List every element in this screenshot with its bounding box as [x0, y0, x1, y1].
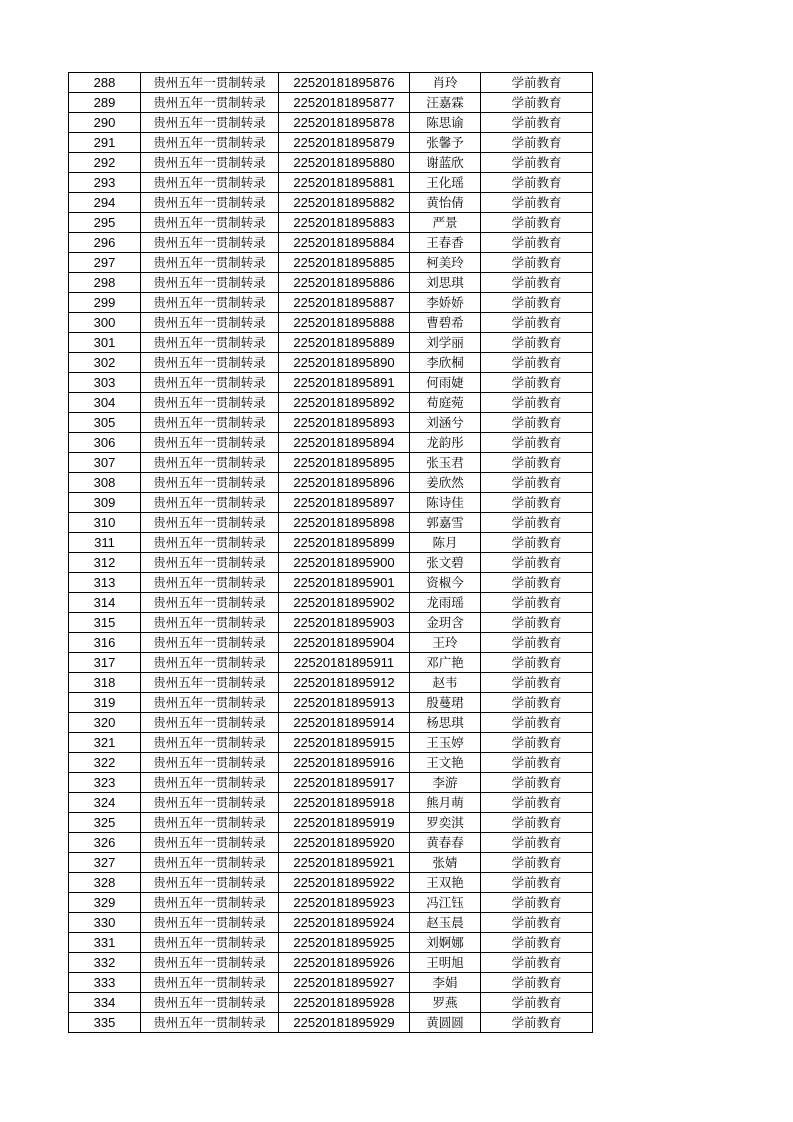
admission-source-cell: 贵州五年一贯制转录: [141, 773, 279, 793]
table-row: [69, 233, 593, 253]
row-number-cell: 295: [69, 213, 141, 233]
admission-source-cell: 贵州五年一贯制转录: [141, 433, 279, 453]
major-cell: 学前教育: [481, 713, 593, 733]
student-name-cell: 陈诗佳: [410, 493, 481, 513]
exam-id-cell: 22520181895928: [279, 993, 410, 1013]
table-row: [69, 753, 593, 773]
student-name-cell: 罗奕淇: [410, 813, 481, 833]
exam-id-cell: 22520181895912: [279, 673, 410, 693]
exam-id-cell: 22520181895883: [279, 213, 410, 233]
major-cell: 学前教育: [481, 833, 593, 853]
row-number-cell: 293: [69, 173, 141, 193]
major-cell: 学前教育: [481, 353, 593, 373]
roster-body: [69, 73, 593, 1033]
major-cell: 学前教育: [481, 853, 593, 873]
row-number-cell: 325: [69, 813, 141, 833]
table-row: [69, 693, 593, 713]
admission-source-cell: 贵州五年一贯制转录: [141, 813, 279, 833]
row-number-cell: 326: [69, 833, 141, 853]
admission-source-cell: 贵州五年一贯制转录: [141, 1013, 279, 1033]
admission-source-cell: 贵州五年一贯制转录: [141, 893, 279, 913]
major-cell: 学前教育: [481, 913, 593, 933]
table-row: [69, 993, 593, 1013]
student-name-cell: 李游: [410, 773, 481, 793]
row-number-cell: 290: [69, 113, 141, 133]
exam-id-cell: 22520181895924: [279, 913, 410, 933]
row-number-cell: 335: [69, 1013, 141, 1033]
table-row: [69, 293, 593, 313]
exam-id-cell: 22520181895920: [279, 833, 410, 853]
admission-source-cell: 贵州五年一贯制转录: [141, 193, 279, 213]
table-row: [69, 73, 593, 93]
table-row: [69, 133, 593, 153]
student-name-cell: 黄春春: [410, 833, 481, 853]
table-row: [69, 313, 593, 333]
student-name-cell: 郭嘉雪: [410, 513, 481, 533]
row-number-cell: 294: [69, 193, 141, 213]
exam-id-cell: 22520181895893: [279, 413, 410, 433]
row-number-cell: 334: [69, 993, 141, 1013]
table-row: [69, 773, 593, 793]
major-cell: 学前教育: [481, 673, 593, 693]
admission-source-cell: 贵州五年一贯制转录: [141, 173, 279, 193]
admission-source-cell: 贵州五年一贯制转录: [141, 873, 279, 893]
student-name-cell: 陈思谕: [410, 113, 481, 133]
row-number-cell: 316: [69, 633, 141, 653]
table-row: [69, 353, 593, 373]
student-name-cell: 黄圆圆: [410, 1013, 481, 1033]
row-number-cell: 307: [69, 453, 141, 473]
table-row: [69, 853, 593, 873]
table-row: [69, 473, 593, 493]
table-row: [69, 833, 593, 853]
exam-id-cell: 22520181895881: [279, 173, 410, 193]
row-number-cell: 309: [69, 493, 141, 513]
student-name-cell: 张玉君: [410, 453, 481, 473]
admission-source-cell: 贵州五年一贯制转录: [141, 653, 279, 673]
student-name-cell: 陈月: [410, 533, 481, 553]
major-cell: 学前教育: [481, 793, 593, 813]
major-cell: 学前教育: [481, 753, 593, 773]
exam-id-cell: 22520181895877: [279, 93, 410, 113]
row-number-cell: 323: [69, 773, 141, 793]
major-cell: 学前教育: [481, 113, 593, 133]
table-row: [69, 973, 593, 993]
major-cell: 学前教育: [481, 213, 593, 233]
exam-id-cell: 22520181895876: [279, 73, 410, 93]
admission-source-cell: 贵州五年一贯制转录: [141, 713, 279, 733]
row-number-cell: 303: [69, 373, 141, 393]
table-row: [69, 93, 593, 113]
exam-id-cell: 22520181895879: [279, 133, 410, 153]
row-number-cell: 318: [69, 673, 141, 693]
row-number-cell: 311: [69, 533, 141, 553]
admission-source-cell: 贵州五年一贯制转录: [141, 213, 279, 233]
major-cell: 学前教育: [481, 313, 593, 333]
admission-source-cell: 贵州五年一贯制转录: [141, 953, 279, 973]
student-name-cell: 冯江钰: [410, 893, 481, 913]
row-number-cell: 299: [69, 293, 141, 313]
exam-id-cell: 22520181895882: [279, 193, 410, 213]
table-row: [69, 253, 593, 273]
table-row: [69, 393, 593, 413]
student-name-cell: 张馨予: [410, 133, 481, 153]
major-cell: 学前教育: [481, 1013, 593, 1033]
table-row: [69, 553, 593, 573]
major-cell: 学前教育: [481, 633, 593, 653]
student-name-cell: 何雨婕: [410, 373, 481, 393]
table-row: [69, 813, 593, 833]
admission-source-cell: 贵州五年一贯制转录: [141, 673, 279, 693]
admission-source-cell: 贵州五年一贯制转录: [141, 353, 279, 373]
table-row: [69, 433, 593, 453]
admission-source-cell: 贵州五年一贯制转录: [141, 273, 279, 293]
major-cell: 学前教育: [481, 873, 593, 893]
student-name-cell: 刘婀娜: [410, 933, 481, 953]
student-name-cell: 王玉婷: [410, 733, 481, 753]
exam-id-cell: 22520181895886: [279, 273, 410, 293]
admission-source-cell: 贵州五年一贯制转录: [141, 73, 279, 93]
row-number-cell: 305: [69, 413, 141, 433]
student-name-cell: 李欣桐: [410, 353, 481, 373]
student-name-cell: 刘学丽: [410, 333, 481, 353]
row-number-cell: 296: [69, 233, 141, 253]
exam-id-cell: 22520181895921: [279, 853, 410, 873]
admission-source-cell: 贵州五年一贯制转录: [141, 533, 279, 553]
student-name-cell: 黄怡倩: [410, 193, 481, 213]
table-row: [69, 273, 593, 293]
exam-id-cell: 22520181895889: [279, 333, 410, 353]
major-cell: 学前教育: [481, 453, 593, 473]
major-cell: 学前教育: [481, 233, 593, 253]
exam-id-cell: 22520181895923: [279, 893, 410, 913]
major-cell: 学前教育: [481, 973, 593, 993]
row-number-cell: 302: [69, 353, 141, 373]
table-row: [69, 913, 593, 933]
row-number-cell: 301: [69, 333, 141, 353]
student-name-cell: 姜欣然: [410, 473, 481, 493]
exam-id-cell: 22520181895880: [279, 153, 410, 173]
row-number-cell: 333: [69, 973, 141, 993]
student-name-cell: 王明旭: [410, 953, 481, 973]
row-number-cell: 320: [69, 713, 141, 733]
exam-id-cell: 22520181895900: [279, 553, 410, 573]
table-row: [69, 173, 593, 193]
major-cell: 学前教育: [481, 993, 593, 1013]
table-row: [69, 213, 593, 233]
exam-id-cell: 22520181895894: [279, 433, 410, 453]
exam-id-cell: 22520181895927: [279, 973, 410, 993]
student-name-cell: 王文艳: [410, 753, 481, 773]
student-name-cell: 熊月萌: [410, 793, 481, 813]
table-row: [69, 633, 593, 653]
row-number-cell: 297: [69, 253, 141, 273]
table-row: [69, 453, 593, 473]
exam-id-cell: 22520181895901: [279, 573, 410, 593]
exam-id-cell: 22520181895917: [279, 773, 410, 793]
student-name-cell: 肖玲: [410, 73, 481, 93]
exam-id-cell: 22520181895916: [279, 753, 410, 773]
admission-source-cell: 贵州五年一贯制转录: [141, 393, 279, 413]
admission-source-cell: 贵州五年一贯制转录: [141, 333, 279, 353]
major-cell: 学前教育: [481, 513, 593, 533]
student-name-cell: 谢蓝欣: [410, 153, 481, 173]
row-number-cell: 322: [69, 753, 141, 773]
table-row: [69, 793, 593, 813]
admission-source-cell: 贵州五年一贯制转录: [141, 613, 279, 633]
student-name-cell: 龙韵彤: [410, 433, 481, 453]
row-number-cell: 315: [69, 613, 141, 633]
major-cell: 学前教育: [481, 933, 593, 953]
major-cell: 学前教育: [481, 413, 593, 433]
student-name-cell: 柯美玲: [410, 253, 481, 273]
exam-id-cell: 22520181895897: [279, 493, 410, 513]
exam-id-cell: 22520181895899: [279, 533, 410, 553]
exam-id-cell: 22520181895903: [279, 613, 410, 633]
row-number-cell: 327: [69, 853, 141, 873]
major-cell: 学前教育: [481, 373, 593, 393]
table-row: [69, 713, 593, 733]
row-number-cell: 310: [69, 513, 141, 533]
row-number-cell: 292: [69, 153, 141, 173]
admission-source-cell: 贵州五年一贯制转录: [141, 833, 279, 853]
table-row: [69, 373, 593, 393]
admission-source-cell: 贵州五年一贯制转录: [141, 113, 279, 133]
exam-id-cell: 22520181895918: [279, 793, 410, 813]
student-name-cell: 严景: [410, 213, 481, 233]
admission-source-cell: 贵州五年一贯制转录: [141, 633, 279, 653]
exam-id-cell: 22520181895895: [279, 453, 410, 473]
exam-id-cell: 22520181895904: [279, 633, 410, 653]
student-name-cell: 邓广艳: [410, 653, 481, 673]
exam-id-cell: 22520181895911: [279, 653, 410, 673]
exam-id-cell: 22520181895878: [279, 113, 410, 133]
student-name-cell: 曹碧希: [410, 313, 481, 333]
major-cell: 学前教育: [481, 153, 593, 173]
exam-id-cell: 22520181895925: [279, 933, 410, 953]
table-row: [69, 733, 593, 753]
exam-id-cell: 22520181895888: [279, 313, 410, 333]
admission-source-cell: 贵州五年一贯制转录: [141, 593, 279, 613]
student-name-cell: 张婧: [410, 853, 481, 873]
student-name-cell: 李娟: [410, 973, 481, 993]
exam-id-cell: 22520181895915: [279, 733, 410, 753]
admission-source-cell: 贵州五年一贯制转录: [141, 853, 279, 873]
row-number-cell: 329: [69, 893, 141, 913]
admission-source-cell: 贵州五年一贯制转录: [141, 733, 279, 753]
table-row: [69, 893, 593, 913]
major-cell: 学前教育: [481, 133, 593, 153]
student-roster-table: [68, 72, 593, 1033]
student-name-cell: 荀庭菀: [410, 393, 481, 413]
admission-source-cell: 贵州五年一贯制转录: [141, 913, 279, 933]
row-number-cell: 288: [69, 73, 141, 93]
major-cell: 学前教育: [481, 533, 593, 553]
admission-source-cell: 贵州五年一贯制转录: [141, 553, 279, 573]
row-number-cell: 298: [69, 273, 141, 293]
row-number-cell: 300: [69, 313, 141, 333]
major-cell: 学前教育: [481, 693, 593, 713]
major-cell: 学前教育: [481, 613, 593, 633]
table-row: [69, 593, 593, 613]
admission-source-cell: 贵州五年一贯制转录: [141, 473, 279, 493]
table-row: [69, 673, 593, 693]
major-cell: 学前教育: [481, 333, 593, 353]
table-row: [69, 933, 593, 953]
row-number-cell: 304: [69, 393, 141, 413]
admission-source-cell: 贵州五年一贯制转录: [141, 573, 279, 593]
major-cell: 学前教育: [481, 953, 593, 973]
major-cell: 学前教育: [481, 493, 593, 513]
exam-id-cell: 22520181895892: [279, 393, 410, 413]
table-row: [69, 493, 593, 513]
table-row: [69, 153, 593, 173]
student-name-cell: 刘思琪: [410, 273, 481, 293]
row-number-cell: 313: [69, 573, 141, 593]
table-row: [69, 413, 593, 433]
table-row: [69, 113, 593, 133]
major-cell: 学前教育: [481, 653, 593, 673]
row-number-cell: 330: [69, 913, 141, 933]
student-name-cell: 王春香: [410, 233, 481, 253]
major-cell: 学前教育: [481, 893, 593, 913]
table-row: [69, 333, 593, 353]
major-cell: 学前教育: [481, 273, 593, 293]
admission-source-cell: 贵州五年一贯制转录: [141, 493, 279, 513]
major-cell: 学前教育: [481, 573, 593, 593]
major-cell: 学前教育: [481, 433, 593, 453]
table-row: [69, 1013, 593, 1033]
exam-id-cell: 22520181895891: [279, 373, 410, 393]
admission-source-cell: 贵州五年一贯制转录: [141, 973, 279, 993]
major-cell: 学前教育: [481, 733, 593, 753]
row-number-cell: 321: [69, 733, 141, 753]
admission-source-cell: 贵州五年一贯制转录: [141, 413, 279, 433]
admission-source-cell: 贵州五年一贯制转录: [141, 373, 279, 393]
major-cell: 学前教育: [481, 293, 593, 313]
admission-source-cell: 贵州五年一贯制转录: [141, 993, 279, 1013]
exam-id-cell: 22520181895914: [279, 713, 410, 733]
student-name-cell: 殷蔓珺: [410, 693, 481, 713]
major-cell: 学前教育: [481, 93, 593, 113]
exam-id-cell: 22520181895885: [279, 253, 410, 273]
row-number-cell: 319: [69, 693, 141, 713]
row-number-cell: 328: [69, 873, 141, 893]
exam-id-cell: 22520181895887: [279, 293, 410, 313]
exam-id-cell: 22520181895922: [279, 873, 410, 893]
table-row: [69, 573, 593, 593]
student-name-cell: 资椒今: [410, 573, 481, 593]
major-cell: 学前教育: [481, 73, 593, 93]
major-cell: 学前教育: [481, 393, 593, 413]
major-cell: 学前教育: [481, 773, 593, 793]
major-cell: 学前教育: [481, 173, 593, 193]
row-number-cell: 324: [69, 793, 141, 813]
row-number-cell: 308: [69, 473, 141, 493]
student-name-cell: 王化瑶: [410, 173, 481, 193]
student-name-cell: 刘涵兮: [410, 413, 481, 433]
table-row: [69, 613, 593, 633]
exam-id-cell: 22520181895919: [279, 813, 410, 833]
row-number-cell: 291: [69, 133, 141, 153]
admission-source-cell: 贵州五年一贯制转录: [141, 513, 279, 533]
major-cell: 学前教育: [481, 813, 593, 833]
table-row: [69, 653, 593, 673]
major-cell: 学前教育: [481, 553, 593, 573]
table-row: [69, 533, 593, 553]
student-name-cell: 王双艳: [410, 873, 481, 893]
row-number-cell: 317: [69, 653, 141, 673]
table-row: [69, 193, 593, 213]
admission-source-cell: 贵州五年一贯制转录: [141, 693, 279, 713]
row-number-cell: 306: [69, 433, 141, 453]
row-number-cell: 312: [69, 553, 141, 573]
student-name-cell: 赵玉晨: [410, 913, 481, 933]
admission-source-cell: 贵州五年一贯制转录: [141, 793, 279, 813]
student-name-cell: 张文碧: [410, 553, 481, 573]
table-row: [69, 513, 593, 533]
student-name-cell: 金玥含: [410, 613, 481, 633]
major-cell: 学前教育: [481, 473, 593, 493]
student-name-cell: 王玲: [410, 633, 481, 653]
admission-source-cell: 贵州五年一贯制转录: [141, 753, 279, 773]
exam-id-cell: 22520181895929: [279, 1013, 410, 1033]
admission-source-cell: 贵州五年一贯制转录: [141, 933, 279, 953]
admission-source-cell: 贵州五年一贯制转录: [141, 233, 279, 253]
major-cell: 学前教育: [481, 253, 593, 273]
exam-id-cell: 22520181895890: [279, 353, 410, 373]
admission-source-cell: 贵州五年一贯制转录: [141, 313, 279, 333]
exam-id-cell: 22520181895896: [279, 473, 410, 493]
row-number-cell: 331: [69, 933, 141, 953]
row-number-cell: 332: [69, 953, 141, 973]
student-name-cell: 李娇娇: [410, 293, 481, 313]
admission-source-cell: 贵州五年一贯制转录: [141, 453, 279, 473]
exam-id-cell: 22520181895902: [279, 593, 410, 613]
exam-id-cell: 22520181895926: [279, 953, 410, 973]
student-name-cell: 汪嘉霖: [410, 93, 481, 113]
exam-id-cell: 22520181895884: [279, 233, 410, 253]
student-name-cell: 罗燕: [410, 993, 481, 1013]
exam-id-cell: 22520181895913: [279, 693, 410, 713]
row-number-cell: 289: [69, 93, 141, 113]
major-cell: 学前教育: [481, 593, 593, 613]
student-name-cell: 杨思琪: [410, 713, 481, 733]
admission-source-cell: 贵州五年一贯制转录: [141, 293, 279, 313]
student-name-cell: 龙雨瑶: [410, 593, 481, 613]
admission-source-cell: 贵州五年一贯制转录: [141, 93, 279, 113]
table-row: [69, 873, 593, 893]
admission-source-cell: 贵州五年一贯制转录: [141, 153, 279, 173]
row-number-cell: 314: [69, 593, 141, 613]
student-name-cell: 赵韦: [410, 673, 481, 693]
admission-source-cell: 贵州五年一贯制转录: [141, 253, 279, 273]
table-row: [69, 953, 593, 973]
admission-source-cell: 贵州五年一贯制转录: [141, 133, 279, 153]
major-cell: 学前教育: [481, 193, 593, 213]
exam-id-cell: 22520181895898: [279, 513, 410, 533]
